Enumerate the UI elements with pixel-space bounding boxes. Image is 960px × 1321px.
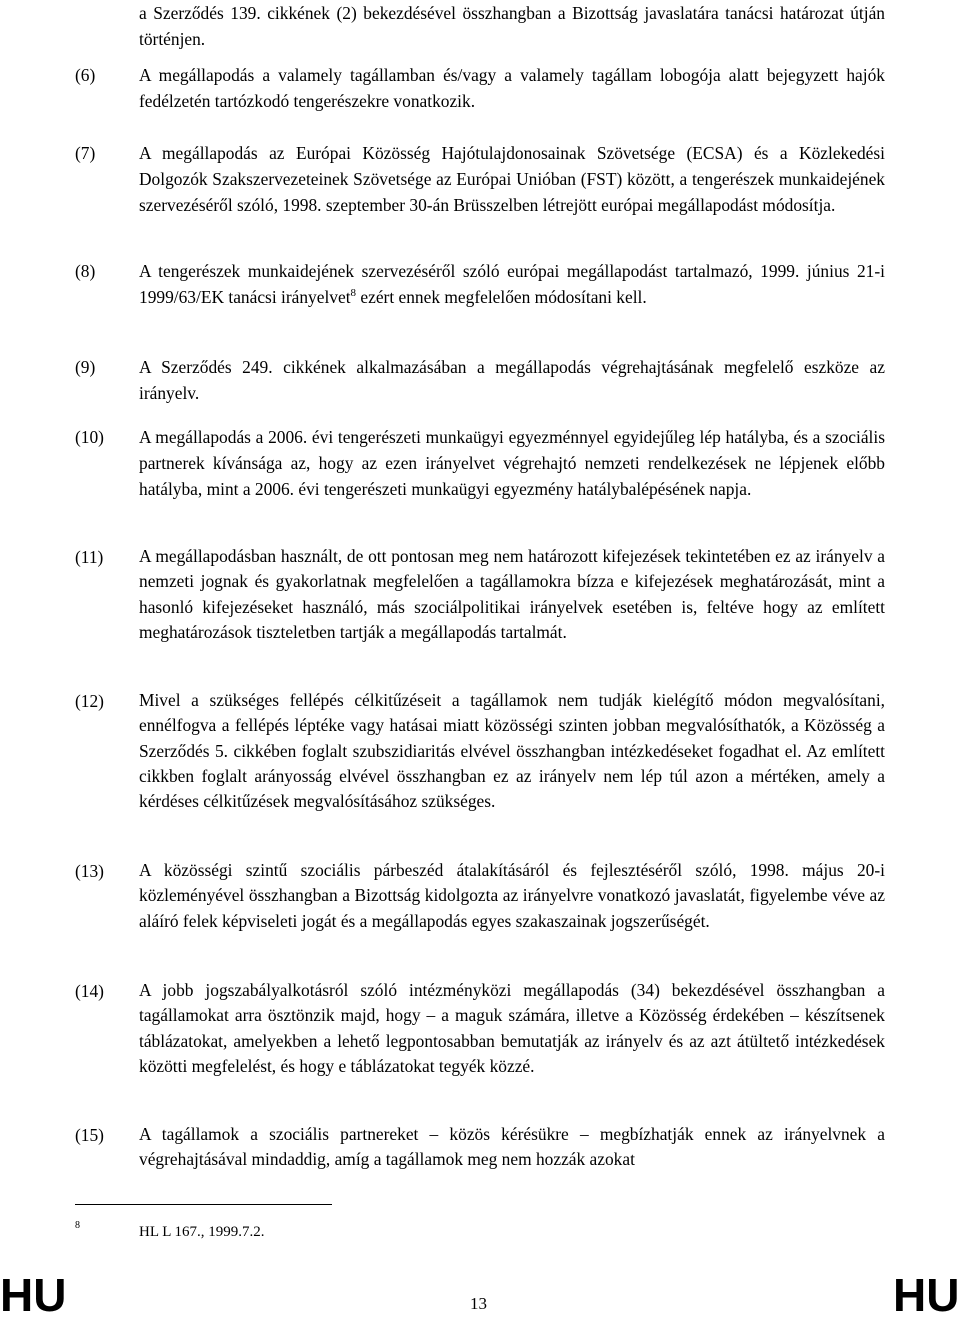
footnote-reference[interactable]: 8 <box>350 287 357 299</box>
recital-number: (15) <box>75 1125 104 1145</box>
recital-number: (10) <box>75 427 104 447</box>
recital-14 <box>75 978 885 1079</box>
recital-text <box>139 258 885 310</box>
page-number: 13 <box>470 1294 487 1313</box>
recital-text-part: A tengerészek munkaidejének szervezéséről szóló európai megállapodást tartalmazó, 1999. június 21-i 1999/63/EK tanácsi irányelvet <box>139 261 885 307</box>
recital-12 <box>75 688 885 814</box>
recital-number: (7) <box>75 143 96 163</box>
footnote <box>75 1220 775 1241</box>
recital-number: (8) <box>75 261 96 281</box>
recital-number: (6) <box>75 65 96 85</box>
recital-number: (13) <box>75 861 104 881</box>
recital-text: A megállapodásban használt, de ott pontosan meg nem határozott kifejezések tekintetében ez az irányelv a nemzeti jognak és gyakorlatnak megfelelően a tagállamokra bízza e kifejezések meghatározását, mint a hasonló kifejezéseket használó, más szociálpolitikai irányelvek esetében is, feltéve hogy az említett meghatározások tiszteletben tartják a megállapodás tartalmát. <box>139 546 885 642</box>
recital-8 <box>75 258 885 310</box>
recital-text: A megállapodás az Európai Közösség Hajótulajdonosainak Szövetsége (ECSA) és a Közlekedési Dolgozók Szakszervezeteinek Szövetsége az Európai Unióban (FST) között, a tengerészek munkaidejének szervezéséről szóló, 1998. szeptember 30-án Brüsszelben létrejött európai megállapodást módosítja. <box>139 143 885 215</box>
language-code-right: HU <box>893 1269 960 1321</box>
recital-number: (12) <box>75 691 104 711</box>
intro-continuation: a Szerződés 139. cikkének (2) bekezdésével összhangban a Bizottság javaslatára tanácsi határozat útján történjen. <box>139 3 885 49</box>
recital-number: (11) <box>75 547 104 567</box>
footnote-separator <box>75 1204 332 1205</box>
recital-15 <box>75 1122 885 1173</box>
recital-10 <box>75 424 885 502</box>
language-code-left: HU <box>0 1269 67 1321</box>
recital-6 <box>75 62 885 114</box>
recital-number: (14) <box>75 981 104 1001</box>
recital-number: (9) <box>75 357 96 377</box>
recital-text: A tagállamok a szociális partnereket – közös kérésükre – megbízhatják ennek az irányelvnek a végrehajtásával mindaddig, amíg a tagállamok meg nem hozzák azokat <box>139 1124 885 1170</box>
footnote-text: HL L 167., 1999.7.2. <box>139 1224 265 1240</box>
recital-text: A jobb jogszabályalkotásról szóló intézményközi megállapodás (34) bekezdésével összhangban a tagállamokat arra ösztönzik majd, hogy – a maguk számára, illetve a Közösség érdekében – készítsenek táblázatokat, amelyekben a lehető legpontosabban bemutatják az irányelv és az azt átültető intézkedések közötti megfelelést, és hogy e táblázatokat tegyék közzé. <box>139 980 885 1076</box>
footnote-number: 8 <box>75 1220 80 1231</box>
recital-text: A Szerződés 249. cikkének alkalmazásában a megállapodás végrehajtásának megfelelő eszköze az irányelv. <box>139 357 885 403</box>
recital-13 <box>75 858 885 934</box>
recital-7 <box>75 140 885 218</box>
recital-text-part: ezért ennek megfelelően módosítani kell. <box>356 287 647 307</box>
recital-text: A közösségi szintű szociális párbeszéd átalakításáról és fejlesztéséről szóló, 1998. május 20-i közleményével összhangban a Bizottság kidolgozta az irányelvre vonatkozó javaslatát, figyelembe véve az aláíró felek képviseleti jogát és a megállapodás egyes szakaszainak jogszerűségét. <box>139 860 885 931</box>
recital-text: A megállapodás a 2006. évi tengerészeti munkaügyi egyezménnyel egyidejűleg lép hatályba, és a szociális partnerek kívánsága az, hogy az ezen irányelvet végrehajtó nemzeti rendelkezések ne lépjenek előbb hatályba, mint a 2006. évi tengerészeti munkaügyi egyezmény hatálybalépésének napja. <box>139 427 885 499</box>
recital-9 <box>75 354 885 406</box>
recital-text: A megállapodás a valamely tagállamban és/vagy a valamely tagállam lobogója alatt bejegyzett hajók fedélzetén tartózkodó tengerészekre vonatkozik. <box>139 65 885 111</box>
recital-11 <box>75 544 885 645</box>
recital-text: Mivel a szükséges fellépés célkitűzéseit a tagállamok nem tudják kielégítő módon megvalósítani, ennélfogva a fellépés léptéke vagy hatásai miatt közösségi szinten jobban megvalósíthatók, a Közösség a Szerződés 5. cikkében foglalt szubszidiaritás elvével összhangban intézkedéseket fogadhat el. Az említett cikkben foglalt arányosság elvével összhangban ez az irányelv nem lép túl azon a mértéken, amely a kérdéses célkitűzések megvalósításához szükséges. <box>139 690 885 812</box>
